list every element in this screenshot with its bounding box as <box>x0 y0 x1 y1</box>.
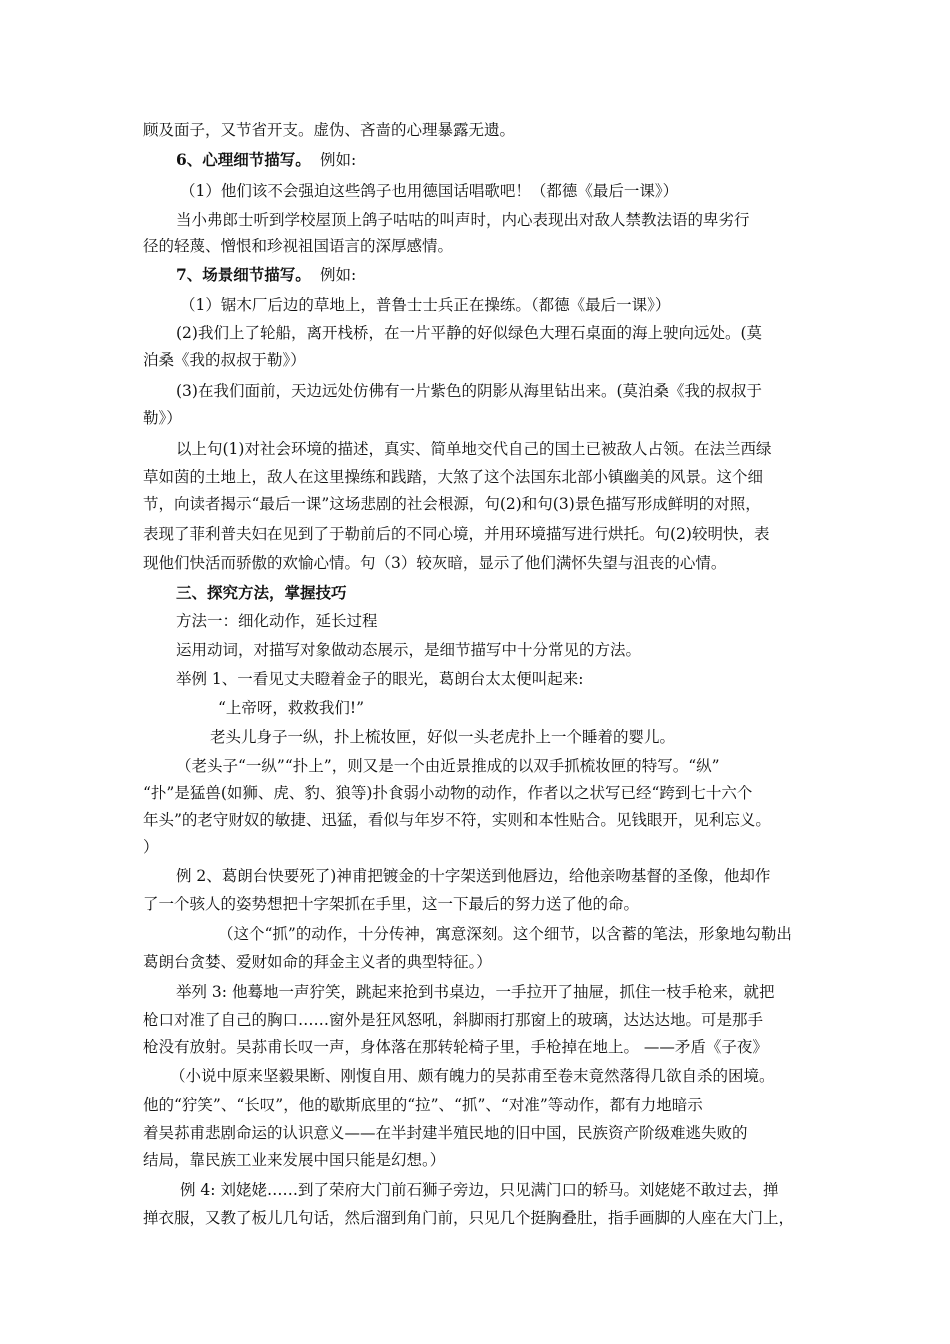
text-line: 运用动词，对描写对象做动态展示，是细节描写中十分常见的方法。 <box>176 641 642 659</box>
text-line: 结局，靠民族工业来发展中国只能是幻想。） <box>143 1151 446 1169</box>
text-line: 枪口对准了自己的胸口……窗外是狂风怒吼，斜脚雨打那窗上的玻璃，达达达地。可是那手 <box>143 1011 764 1029</box>
text-line: 了一个骇人的姿势想把十字架抓在手里，这一下最后的努力送了他的命。 <box>143 895 640 913</box>
text-line: （1）他们该不会强迫这些鸽子也用德国话唱歌吧！（都德《最后一课》） <box>180 182 679 200</box>
text-line: 现他们快活而骄傲的欢愉心情。句（3）较灰暗，显示了他们满怀失望与沮丧的心情。 <box>143 554 727 572</box>
text-line: 老头儿身子一纵，扑上梳妆匣，好似一头老虎扑上一个睡着的婴儿。 <box>210 728 676 746</box>
section-heading: 7、场景细节描写。 <box>176 265 311 284</box>
text-line: 掸衣服，又教了板儿几句话，然后溜到角门前，只见几个挺胸叠肚，指手画脚的人座在大门上， <box>143 1209 795 1227</box>
text-line: (3)在我们面前，天边远处仿佛有一片紫色的阴影从海里钻出来。(莫泊桑《我的叔叔于 <box>176 382 763 400</box>
text-line: 枪没有放射。吴荪甫长叹一声，身体落在那转轮椅子里，手枪掉在地上。 ——矛盾《子夜》 <box>143 1038 768 1056</box>
section-heading: 三、探究方法，掌握技巧 <box>176 583 347 602</box>
text-line: 以上句(1)对社会环境的描述，真实、简单地交代自己的国土已被敌人占领。在法兰西绿 <box>176 440 772 458</box>
text-line: 年头”的老守财奴的敏捷、迅猛，看似与年岁不符，实则和本性贴合。见钱眼开，见利忘义。 <box>143 811 771 829</box>
text-line: 方法一：细化动作，延长过程 <box>176 612 378 630</box>
text-line: 勒》） <box>143 409 182 427</box>
text-line: （老头子“一纵”“扑上”，则又是一个由近景推成的以双手抓梳妆匣的特写。“纵” <box>176 757 720 775</box>
text-line: 草如茵的土地上，敌人在这里操练和践踏，大煞了这个法国东北部小镇幽美的风景。这个细 <box>143 468 764 486</box>
text-line: 节，向读者揭示“最后一课”这场悲剧的社会根源，句(2)和句(3)景色描写形成鲜明的对照， <box>143 495 761 513</box>
section-heading: 6、心理细节描写。 <box>176 150 311 169</box>
text-line: 例 4: 刘姥姥……到了荣府大门前石狮子旁边，只见满门口的轿马。刘姥姥不敢过去，掸 <box>180 1181 779 1199</box>
text-line: 着吴荪甫悲剧命运的认识意义——在半封建半殖民地的旧中国，民族资产阶级难逃失败的 <box>143 1124 748 1142</box>
text-line: （这个“抓”的动作，十分传神，寓意深刻。这个细节，以含蓄的笔法，形象地勾勒出 <box>218 925 792 943</box>
text-line: 径的轻蔑、憎恨和珍视祖国语言的深厚感情。 <box>143 237 454 255</box>
text-line: 例如: <box>320 266 357 284</box>
text-line: 葛朗台贪婪、爱财如命的拜金主义者的典型特征。） <box>143 953 492 971</box>
text-line: （小说中原来坚毅果断、刚愎自用、颇有魄力的吴荪甫至卷末竟然落得几欲自杀的困境。 <box>170 1067 775 1085</box>
text-line: 泊桑《我的叔叔于勒》） <box>143 351 306 369</box>
text-line: （1）锯木厂后边的草地上，普鲁士士兵正在操练。（都德《最后一课》） <box>180 296 671 314</box>
text-line: 例 2、葛朗台快要死了)神甫把镀金的十字架送到他唇边，给他亲吻基督的圣像，他却作 <box>176 867 771 885</box>
text-line: 顾及面子，又节省开支。虚伪、吝啬的心理暴露无遗。 <box>143 121 516 139</box>
text-line: 他的“狞笑”、“长叹”，他的歇斯底里的“拉”、“抓”、“对准”等动作，都有力地暗示 <box>143 1096 703 1114</box>
text-line: 例如: <box>320 151 357 169</box>
text-line: 举列 3: 他蓦地一声狞笑，跳起来抢到书桌边，一手拉开了抽屉，抓住一枝手枪来，就把 <box>176 983 775 1001</box>
text-line: 表现了菲利普夫妇在见到了于勒前后的不同心境，并用环境描写进行烘托。句(2)较明快，表 <box>143 525 770 543</box>
text-line: 举例 1、一看见丈夫瞪着金子的眼光，葛朗台太太便叫起来: <box>176 670 584 688</box>
text-line: “扑”是猛兽(如狮、虎、豹、狼等)扑食弱小动物的动作，作者以之状写已经“跨到七十六个 <box>143 784 753 802</box>
text-line: ） <box>143 838 159 856</box>
text-line: “上帝呀，救救我们!” <box>218 699 365 717</box>
text-line: 当小弗郎士听到学校屋顶上鸽子咕咕的叫声时，内心表现出对敌人禁教法语的卑劣行 <box>176 211 750 229</box>
text-line: (2)我们上了轮船，离开栈桥，在一片平静的好似绿色大理石桌面的海上驶向远处。(莫 <box>176 324 763 342</box>
